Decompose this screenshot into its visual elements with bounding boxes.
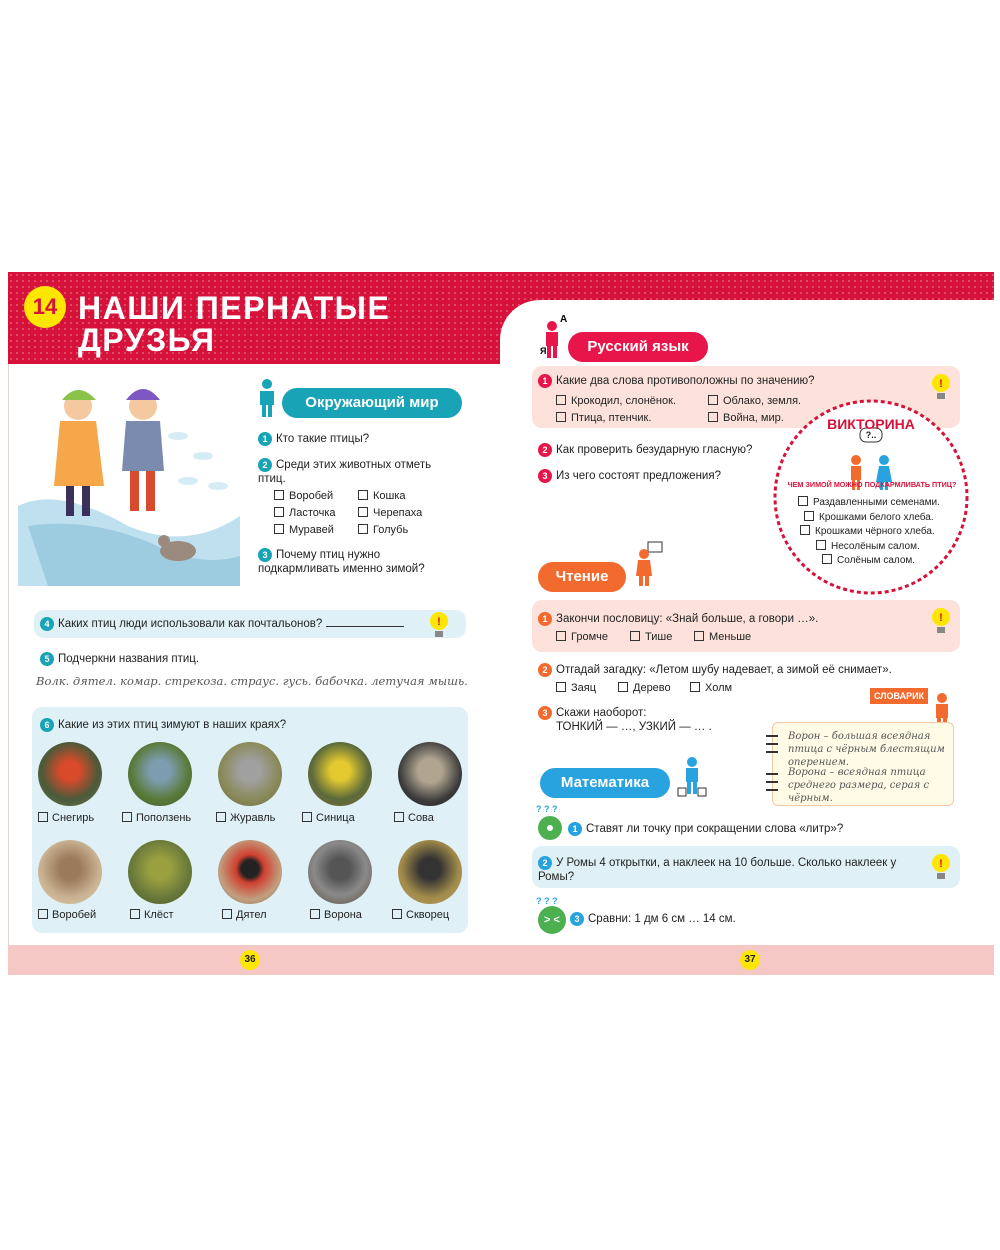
handwritten-word-list: Волк. дятел. комар. стрекоза. страус. гусь. бабочка. летучая мышь. <box>36 674 468 688</box>
q-number: 3 <box>258 548 272 562</box>
checkbox-option[interactable]: Голубь <box>358 524 408 537</box>
hard-question-icon <box>926 602 956 638</box>
quiz-bubble-text: ?.. <box>865 430 877 440</box>
notebook-spiral <box>764 730 780 800</box>
checkbox-option[interactable]: Заяц <box>556 682 596 695</box>
env-q2 <box>258 458 458 486</box>
hard-question-icon <box>424 606 454 642</box>
person-icon-pink <box>538 312 572 360</box>
checkbox-option[interactable]: Крокодил, слонёнок. <box>556 395 676 408</box>
q-text: Отгадай загадку: «Летом шубу надевает, а зимой её снимает». <box>556 664 892 677</box>
checkbox-option[interactable]: Черепаха <box>358 507 422 520</box>
bird-checkbox[interactable]: Клёст <box>130 909 173 921</box>
bird-checkbox[interactable]: Воробей <box>38 909 96 921</box>
checkbox-option[interactable]: Холм <box>690 682 732 695</box>
quiz-option[interactable]: Солёным салом. <box>822 554 915 567</box>
quiz-option[interactable]: Крошками белого хлеба. <box>804 511 934 524</box>
q-text: Из чего состоят предложения? <box>556 470 721 483</box>
q-number: 1 <box>258 432 272 446</box>
env-q1 <box>258 432 369 446</box>
dictionary-entry-1: Ворон – большая всеядная птица с чёрным блестящим оперением. <box>788 731 945 768</box>
env-q5 <box>40 652 199 666</box>
q-text: Как проверить безударную гласную? <box>556 444 753 457</box>
svg-text:Я: Я <box>540 346 547 356</box>
q-number: 2 <box>538 856 552 870</box>
checkbox-option[interactable]: Громче <box>556 631 608 644</box>
svg-text:!: ! <box>437 616 441 628</box>
bird-checkbox[interactable]: Дятел <box>222 909 267 921</box>
math-q3 <box>570 912 736 926</box>
q-text: Подчеркни названия птиц. <box>58 653 200 666</box>
q-number: 4 <box>40 617 54 631</box>
q-text: Какие из этих птиц зимуют в наших краях? <box>58 719 287 732</box>
reading-q1 <box>538 612 818 626</box>
bird-checkbox[interactable]: Сова <box>394 812 434 824</box>
bird-photo-sparrow <box>38 840 102 904</box>
winter-children-illustration <box>18 376 240 586</box>
bird-photo-bullfinch <box>38 742 102 806</box>
bird-photo-owl <box>398 742 462 806</box>
reading-q3-line2: ТОНКИЙ — …, УЗКИЙ — … . <box>556 721 712 733</box>
person-icon-teal <box>256 378 278 418</box>
q-text: У Ромы 4 открытки, а наклеек на 10 больше. Сколько наклеек у Ромы? <box>538 857 897 884</box>
q-number: 3 <box>538 469 552 483</box>
checkbox-option[interactable]: Дерево <box>618 682 671 695</box>
lesson-title <box>78 292 390 356</box>
lesson-title-line2: ДРУЗЬЯ <box>78 322 216 358</box>
page-number-right: 37 <box>740 950 760 970</box>
hard-question-icon <box>926 848 956 884</box>
checkbox-option[interactable]: Муравей <box>274 524 334 537</box>
lesson-number-badge: 14 <box>24 286 66 328</box>
q-number: 2 <box>538 443 552 457</box>
bird-checkbox[interactable]: Журавль <box>216 812 275 824</box>
checkbox-option[interactable]: Птица, птенчик. <box>556 412 651 425</box>
lesson-title-line1: НАШИ ПЕРНАТЫЕ <box>78 290 391 326</box>
checkbox-option[interactable]: Меньше <box>694 631 751 644</box>
q-number: 1 <box>568 822 582 836</box>
checkbox-option[interactable]: Кошка <box>358 490 406 503</box>
russian-q3 <box>538 469 721 483</box>
q-number: 1 <box>538 612 552 626</box>
dictionary-label: СЛОВАРИК <box>870 688 928 704</box>
svg-text:А: А <box>560 314 568 325</box>
q-text: Каких птиц люди использовали как почтальонов? <box>58 618 323 631</box>
quiz-option[interactable]: Крошками чёрного хлеба. <box>800 525 935 538</box>
math-question-marks: ? ? ? <box>536 804 558 814</box>
q-number: 3 <box>570 912 584 926</box>
q-text: Ставят ли точку при сокращении слова «литр»? <box>586 823 844 836</box>
compare-icon: > < <box>538 906 566 934</box>
q-number: 2 <box>538 663 552 677</box>
q-number: 1 <box>538 374 552 388</box>
bird-checkbox[interactable]: Снегирь <box>38 812 94 824</box>
answer-line[interactable] <box>326 626 404 627</box>
env-q3 <box>258 548 458 576</box>
russian-q1 <box>538 374 815 388</box>
q-number: 5 <box>40 652 54 666</box>
bird-checkbox[interactable]: Синица <box>302 812 355 824</box>
person-math-icon <box>676 756 708 800</box>
section-math: Математика <box>540 768 670 798</box>
q-text: Сравни: 1 дм 6 см … 14 см. <box>588 913 736 926</box>
q-number: 3 <box>538 706 552 720</box>
checkbox-option[interactable]: Воробей <box>274 490 333 503</box>
quiz-question: ЧЕМ ЗИМОЙ МОЖНО ПОДКАРМЛИВАТЬ ПТИЦ? <box>787 480 957 489</box>
person-reading-icon <box>630 540 664 588</box>
page-number-left: 36 <box>240 950 260 970</box>
bird-photo-titmouse <box>308 742 372 806</box>
section-reading: Чтение <box>538 562 626 592</box>
math-q2 <box>538 856 898 884</box>
quiz-option[interactable]: Раздавленными семенами. <box>798 496 940 509</box>
env-q4 <box>40 617 404 631</box>
q-text: Почему птиц нужно подкармливать именно зимой? <box>258 549 425 576</box>
quiz-option[interactable]: Несолёным салом. <box>816 540 920 553</box>
bird-checkbox[interactable]: Скворец <box>392 909 449 921</box>
reading-q3 <box>538 706 646 720</box>
bird-photo-woodpecker <box>218 840 282 904</box>
dictionary-entry-2: Ворона – всеядная птица среднего размера, серая с чёрным. <box>788 767 930 804</box>
bird-photo-crow <box>308 840 372 904</box>
bird-photo-crane <box>218 742 282 806</box>
checkbox-option[interactable]: Война, мир. <box>708 412 784 425</box>
q-text: Какие два слова противоположны по значению? <box>556 375 815 388</box>
svg-text:!: ! <box>939 378 943 390</box>
q-text: Кто такие птицы? <box>276 433 370 446</box>
svg-text:!: ! <box>939 612 943 624</box>
q-text: Скажи наоборот: <box>556 707 647 720</box>
quiz-title: ВИКТОРИНА <box>827 416 915 432</box>
bird-photo-crossbill <box>128 840 192 904</box>
section-russian: Русский язык <box>568 332 708 362</box>
q-number: 6 <box>40 718 54 732</box>
q-text: Среди этих животных отметь птиц. <box>258 459 432 486</box>
q-text: Закончи пословицу: «Знай больше, а говори …». <box>556 613 819 626</box>
bird-checkbox[interactable]: Ворона <box>310 909 362 921</box>
bird-photo-starling <box>398 840 462 904</box>
dot-icon <box>538 816 562 840</box>
checkbox-option[interactable]: Тише <box>630 631 672 644</box>
russian-q2 <box>538 443 752 457</box>
math-question-marks-2: ? ? ? <box>536 896 558 906</box>
bird-photo-nuthatch <box>128 742 192 806</box>
bird-checkbox[interactable]: Поползень <box>122 812 191 824</box>
section-environment: Окружающий мир <box>282 388 462 418</box>
svg-text:!: ! <box>939 858 943 870</box>
math-q1 <box>568 822 843 836</box>
checkbox-option[interactable]: Ласточка <box>274 507 336 520</box>
checkbox-option[interactable]: Облако, земля. <box>708 395 801 408</box>
env-q6 <box>40 718 286 732</box>
footer-band <box>8 945 994 975</box>
reading-q2 <box>538 663 892 677</box>
q-number: 2 <box>258 458 272 472</box>
